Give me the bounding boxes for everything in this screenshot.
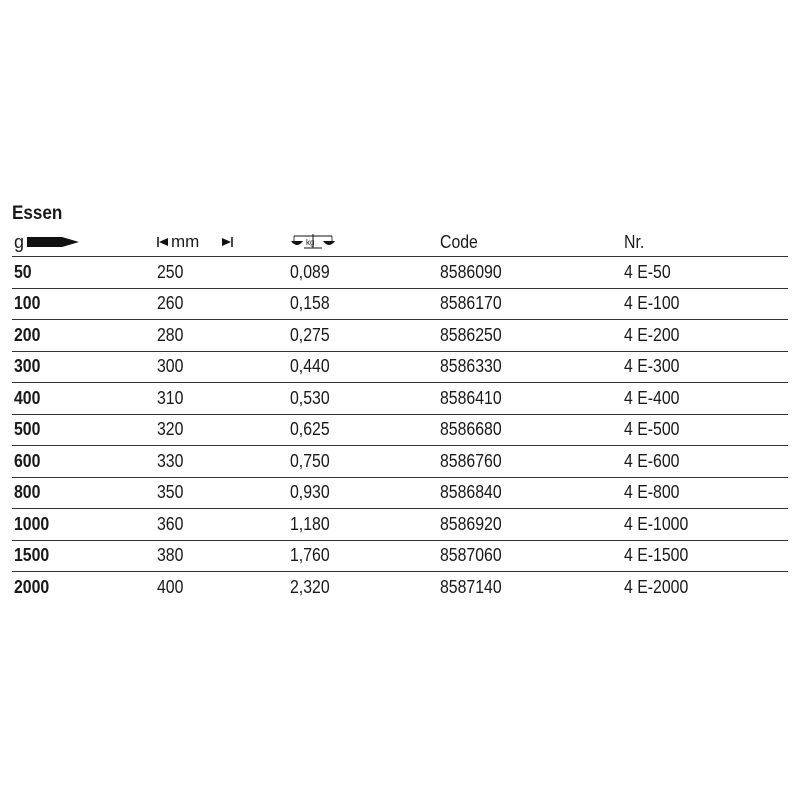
code-cell xyxy=(440,509,510,540)
mass-cell xyxy=(290,352,335,383)
number-cell xyxy=(624,257,677,288)
number-cell xyxy=(624,320,687,351)
number-cell xyxy=(624,541,697,572)
weight-cell xyxy=(14,352,44,383)
code-cell xyxy=(440,446,510,477)
length-cell xyxy=(157,572,187,603)
length-cell-text: 400 xyxy=(157,576,184,597)
table-header-row xyxy=(12,228,788,257)
length-cell-text: 330 xyxy=(157,450,184,471)
length-cell-text: 320 xyxy=(157,419,184,440)
length-cell-text: 280 xyxy=(157,324,184,345)
table-row xyxy=(12,352,788,384)
table-row xyxy=(12,320,788,352)
header-code-label: Code xyxy=(440,231,478,252)
weight-cell-text: 400 xyxy=(14,387,41,408)
length-cell xyxy=(157,446,187,477)
mass-unit-label: kg xyxy=(306,238,315,247)
number-cell-text: 4 E-300 xyxy=(624,356,680,377)
length-cell xyxy=(157,541,187,572)
weight-cell xyxy=(14,572,54,603)
code-cell xyxy=(440,415,510,446)
code-cell-text: 8586170 xyxy=(440,293,502,314)
table-row xyxy=(12,509,788,541)
weight-cell-text: 2000 xyxy=(14,576,50,597)
mass-cell-text: 1,180 xyxy=(290,513,330,534)
weight-cell-text: 600 xyxy=(14,450,41,471)
mass-cell-text: 0,089 xyxy=(290,261,330,282)
number-cell xyxy=(624,383,687,414)
code-cell xyxy=(440,352,510,383)
mass-cell-text: 2,320 xyxy=(290,576,330,597)
code-cell-text: 8586760 xyxy=(440,450,502,471)
code-cell-text: 8586920 xyxy=(440,513,502,534)
weight-cell xyxy=(14,478,44,509)
mass-cell xyxy=(290,257,335,288)
mass-cell-text: 0,530 xyxy=(290,387,330,408)
weight-cell-text: 500 xyxy=(14,419,41,440)
mass-cell-text: 0,440 xyxy=(290,356,330,377)
code-cell-text: 8586330 xyxy=(440,356,502,377)
weight-cell xyxy=(14,541,54,572)
weight-cell xyxy=(14,415,44,446)
mass-cell xyxy=(290,320,335,351)
number-cell-text: 4 E-500 xyxy=(624,419,680,440)
code-cell xyxy=(440,383,510,414)
weight-unit-label: g xyxy=(14,231,25,252)
mass-cell-text: 0,275 xyxy=(290,324,330,345)
weight-cell-text: 300 xyxy=(14,356,41,377)
mass-cell xyxy=(290,289,335,320)
weight-cell-text: 50 xyxy=(14,261,32,282)
number-cell-text: 4 E-800 xyxy=(624,482,680,503)
table-row xyxy=(12,257,788,289)
chisel-point-icon xyxy=(26,235,80,249)
mass-cell xyxy=(290,415,335,446)
number-cell-text: 4 E-100 xyxy=(624,293,680,314)
length-cell xyxy=(157,257,187,288)
mass-cell-text: 0,930 xyxy=(290,482,330,503)
weight-cell-text: 200 xyxy=(14,324,41,345)
mass-cell-text: 0,750 xyxy=(290,450,330,471)
length-cell xyxy=(157,320,187,351)
number-cell xyxy=(624,478,687,509)
code-cell-text: 8586090 xyxy=(440,261,502,282)
length-cell-text: 380 xyxy=(157,545,184,566)
length-cell-text: 310 xyxy=(157,387,184,408)
table-row xyxy=(12,383,788,415)
table-row xyxy=(12,289,788,321)
length-cell xyxy=(157,415,187,446)
number-cell xyxy=(624,289,687,320)
number-cell xyxy=(624,352,687,383)
table-row xyxy=(12,478,788,510)
weight-cell xyxy=(14,383,44,414)
number-cell-text: 4 E-2000 xyxy=(624,576,689,597)
code-cell-text: 8587060 xyxy=(440,545,502,566)
number-cell-text: 4 E-50 xyxy=(624,261,671,282)
length-cell xyxy=(157,383,187,414)
table-row xyxy=(12,446,788,478)
mass-cell xyxy=(290,572,335,603)
code-cell xyxy=(440,257,510,288)
length-cell-text: 260 xyxy=(157,293,184,314)
table-body xyxy=(12,257,788,603)
code-cell xyxy=(440,478,510,509)
number-cell-text: 4 E-200 xyxy=(624,324,680,345)
length-cell xyxy=(157,509,187,540)
number-cell-text: 4 E-1000 xyxy=(624,513,689,534)
weight-cell-text: 100 xyxy=(14,293,41,314)
table-title: Essen xyxy=(12,203,63,224)
weight-cell xyxy=(14,446,44,477)
length-unit-label: mm xyxy=(171,232,200,251)
balance-scale-icon xyxy=(290,233,336,251)
weight-cell xyxy=(14,257,34,288)
number-cell xyxy=(624,572,697,603)
code-cell xyxy=(440,541,510,572)
length-cell xyxy=(157,289,187,320)
code-cell-text: 8587140 xyxy=(440,576,502,597)
number-cell xyxy=(624,446,687,477)
header-length xyxy=(157,228,233,256)
header-number-label: Nr. xyxy=(624,231,645,252)
mass-cell xyxy=(290,446,335,477)
mass-cell xyxy=(290,383,335,414)
header-weight xyxy=(14,228,80,256)
header-number xyxy=(624,228,647,256)
mass-cell-text: 0,158 xyxy=(290,293,330,314)
mass-cell xyxy=(290,478,335,509)
weight-cell-text: 1500 xyxy=(14,545,50,566)
number-cell-text: 4 E-400 xyxy=(624,387,680,408)
length-cell-text: 250 xyxy=(157,261,184,282)
mass-cell-text: 0,625 xyxy=(290,419,330,440)
length-cell-text: 300 xyxy=(157,356,184,377)
product-table xyxy=(12,200,788,603)
mass-cell-text: 1,760 xyxy=(290,545,330,566)
number-cell xyxy=(624,509,697,540)
code-cell xyxy=(440,572,510,603)
header-code xyxy=(440,228,483,256)
weight-cell-text: 1000 xyxy=(14,513,50,534)
header-mass xyxy=(290,228,336,256)
code-cell xyxy=(440,289,510,320)
mass-cell xyxy=(290,541,335,572)
number-cell xyxy=(624,415,687,446)
weight-cell-text: 800 xyxy=(14,482,41,503)
code-cell-text: 8586840 xyxy=(440,482,502,503)
length-cell xyxy=(157,478,187,509)
table-row xyxy=(12,572,788,603)
number-cell-text: 4 E-600 xyxy=(624,450,680,471)
weight-cell xyxy=(14,289,44,320)
length-cell-text: 360 xyxy=(157,513,184,534)
mass-cell xyxy=(290,509,335,540)
table-row xyxy=(12,415,788,447)
code-cell xyxy=(440,320,510,351)
length-cell xyxy=(157,352,187,383)
length-cell-text: 350 xyxy=(157,482,184,503)
number-cell-text: 4 E-1500 xyxy=(624,545,689,566)
weight-cell xyxy=(14,320,44,351)
table-row xyxy=(12,541,788,573)
weight-cell xyxy=(14,509,54,540)
code-cell-text: 8586410 xyxy=(440,387,502,408)
code-cell-text: 8586250 xyxy=(440,324,502,345)
code-cell-text: 8586680 xyxy=(440,419,502,440)
